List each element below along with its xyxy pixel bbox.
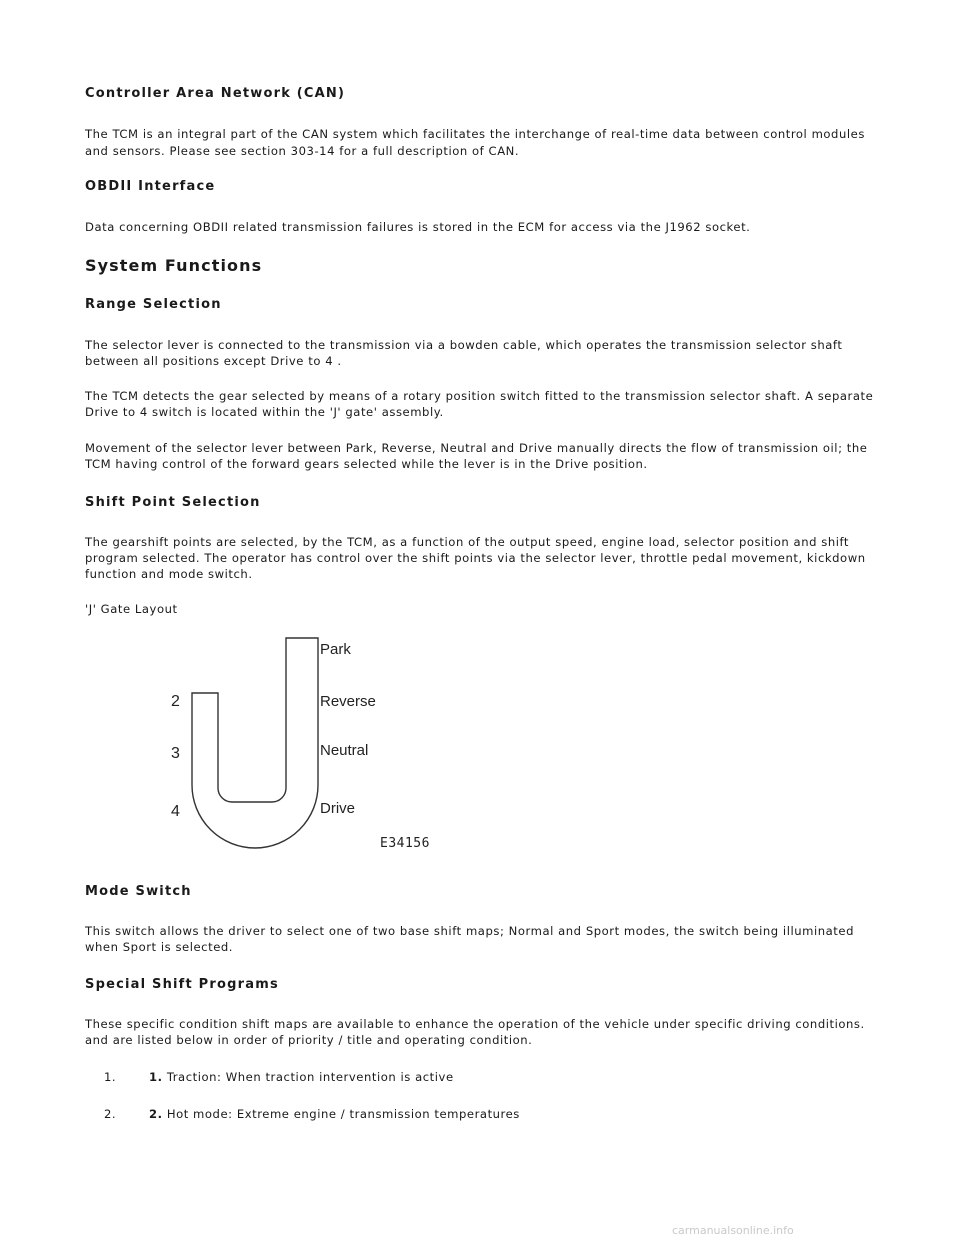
paragraph-line: Drive to 4 switch is located within the 'J' gate' assembly. [85,405,444,419]
paragraph-line: The selector lever is connected to the transmission via a bowden cable, which operates the transmission selector shaft [85,338,843,352]
paragraph-line: The TCM detects the gear selected by means of a rotary position switch fitted to the transmission selector shaft. A separate [85,389,874,403]
gate-label-neutral: Neutral [320,742,369,759]
paragraph-line: between all positions except Drive to 4 . [85,354,342,368]
list-item-number: 1. [104,1070,117,1084]
gate-number-2: 2 [171,693,180,710]
gate-label-reverse: Reverse [320,693,376,710]
paragraph-line: Data concerning OBDII related transmission failures is stored in the ECM for access via the J1962 socket. [85,220,751,234]
gate-number-4: 4 [171,803,180,820]
j-gate-diagram [160,630,460,860]
list-item-number: 2. [104,1107,117,1121]
list-item-bold-number: 1. [149,1070,163,1084]
paragraph-line: program selected. The operator has control over the shift points via the selector lever, throttle pedal movement, kickdown [85,551,866,565]
paragraph-line: The TCM is an integral part of the CAN system which facilitates the interchange of real-time data between control modules [85,127,865,141]
list-item-bold-number: 2. [149,1107,163,1121]
paragraph-line: function and mode switch. [85,567,253,581]
list-item-text: Traction: When traction intervention is active [162,1070,454,1084]
j-gate-shape [160,630,460,860]
list-item-text: Hot mode: Extreme engine / transmission temperatures [162,1107,520,1121]
paragraph-line: TCM having control of the forward gears selected while the lever is in the Drive position. [85,457,648,471]
gate-label-drive: Drive [320,800,356,817]
heading-range-selection: Range Selection [85,297,222,312]
heading-system-functions: System Functions [85,256,263,275]
j-gate-outline [192,638,318,848]
figure-caption: 'J' Gate Layout [85,602,178,616]
heading-can: Controller Area Network (CAN) [85,86,346,101]
paragraph-line: and are listed below in order of priority / title and operating condition. [85,1033,533,1047]
paragraph-line: These specific condition shift maps are available to enhance the operation of the vehicle under specific driving conditions. [85,1017,865,1031]
gate-number-3: 3 [171,745,180,762]
paragraph-line: and sensors. Please see section 303-14 for a full description of CAN. [85,144,520,158]
gate-label-park: Park [320,641,351,658]
paragraph-line: Movement of the selector lever between Park, Reverse, Neutral and Drive manually directs the flow of transmission oil; the [85,441,868,455]
paragraph-line: The gearshift points are selected, by the TCM, as a function of the output speed, engine load, selector position and shift [85,535,850,549]
paragraph-line: This switch allows the driver to select one of two base shift maps; Normal and Sport modes, the switch being illuminated [85,924,854,938]
watermark: carmanualsonline.info [672,1224,794,1237]
paragraph-line: when Sport is selected. [85,940,234,954]
heading-obd: OBDII Interface [85,179,216,194]
heading-shift-point-selection: Shift Point Selection [85,495,261,510]
heading-special-shift-programs: Special Shift Programs [85,977,279,992]
heading-mode-switch: Mode Switch [85,884,192,899]
figure-code: E34156 [380,836,430,851]
